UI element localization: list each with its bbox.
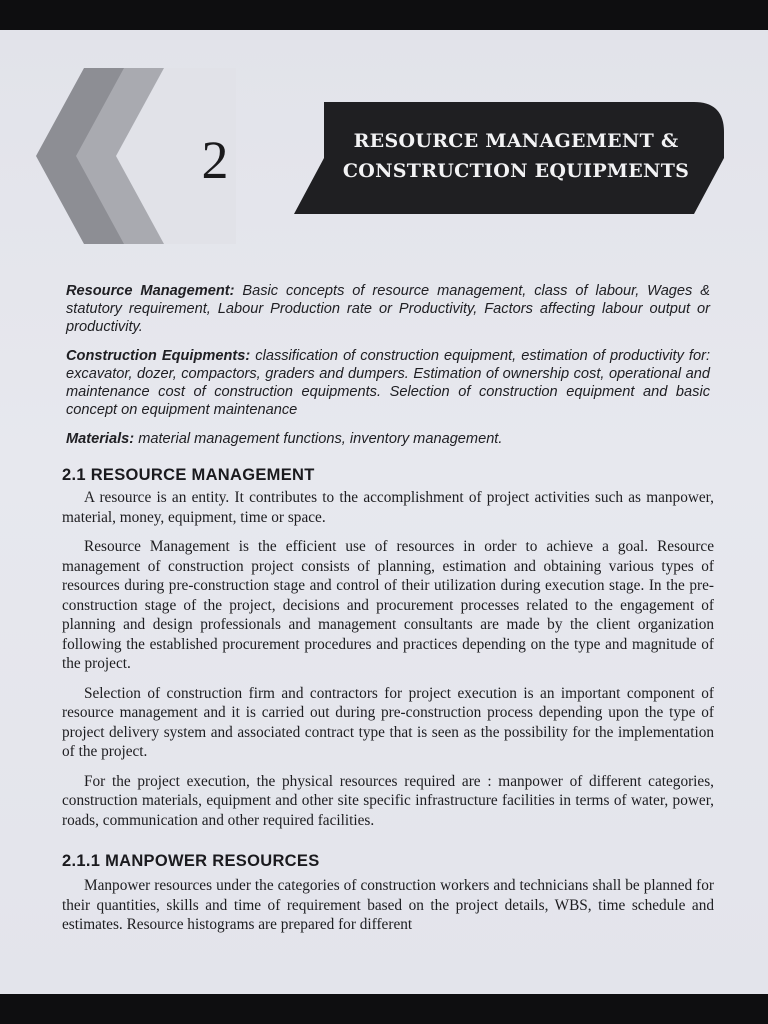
syllabus-item-label: Resource Management: (66, 283, 235, 299)
body-paragraph: Selection of construction firm and contractors for project execution is an important component of resource management and it is carried out during pre-construction process depending upon the type of project delivery system and associated contract type that is seen as the possibility for the implementation of the project. (62, 684, 714, 760)
body-paragraph: Resource Management is the efficient use of resources in order to achieve a goal. Resource management of construction project consists of planning, estimation and obtaining various types of resources during pre-construction stage and control of their utilization during execution stage. In the pre-construction stage of the project, decisions and procurement processes related to the engagement of planning and design professionals and management consultants are made by the client organization following the established procurement procedures and practices depending on the type and magnitude of the project. (62, 538, 714, 672)
body-paragraph: Manpower resources under the categories of construction workers and technicians shall be planned for their quantities, skills and time of requirement based on the project details, WBS, time schedule and estimates. Resource histograms are prepared for different (62, 877, 714, 933)
section-heading-resource-management: 2.1 RESOURCE MANAGEMENT (62, 466, 315, 484)
chapter-number: 2 (201, 130, 229, 190)
syllabus-item (66, 282, 710, 336)
chapter-title-line2: CONSTRUCTION EQUIPMENTS (342, 160, 690, 182)
body-paragraph: For the project execution, the physical resources required are : manpower of different categories, construction materials, equipment and other site specific infrastructure facilities in terms of water, power, roads, communication and other required facilities. (62, 772, 714, 829)
section-body-resource-management (62, 488, 714, 840)
syllabus-item-label: Materials: (66, 431, 135, 447)
syllabus-item-text: Basic concepts of resource management, class of labour, Wages & statutory requirement, Labour Production rate or Productivity, Factors affecting labour output or productivity. (66, 283, 710, 335)
syllabus-item-label: Construction Equipments: (66, 348, 251, 364)
section-body-manpower-resources (62, 876, 714, 945)
syllabus-item (66, 430, 710, 448)
body-paragraph: A resource is an entity. It contributes to the accomplishment of project activities such as manpower, material, money, equipment, time or space. (62, 489, 714, 526)
syllabus-item (66, 347, 710, 419)
chapter-syllabus (66, 282, 710, 459)
chapter-title (316, 126, 716, 186)
syllabus-item-text: material management functions, inventory management. (134, 431, 503, 447)
chapter-title-line1: RESOURCE MANAGEMENT & (353, 130, 679, 152)
document-page (0, 30, 768, 994)
syllabus-item-text: classification of construction equipment, estimation of productivity for: excavator, dozer, compactors, graders and dumpers. Estimation of ownership cost, operational and maintenance cost of construction equipments. Selection of construction equipment and basic concept on equipment maintenance (66, 348, 711, 418)
section-heading-manpower-resources: 2.1.1 MANPOWER RESOURCES (62, 852, 320, 870)
